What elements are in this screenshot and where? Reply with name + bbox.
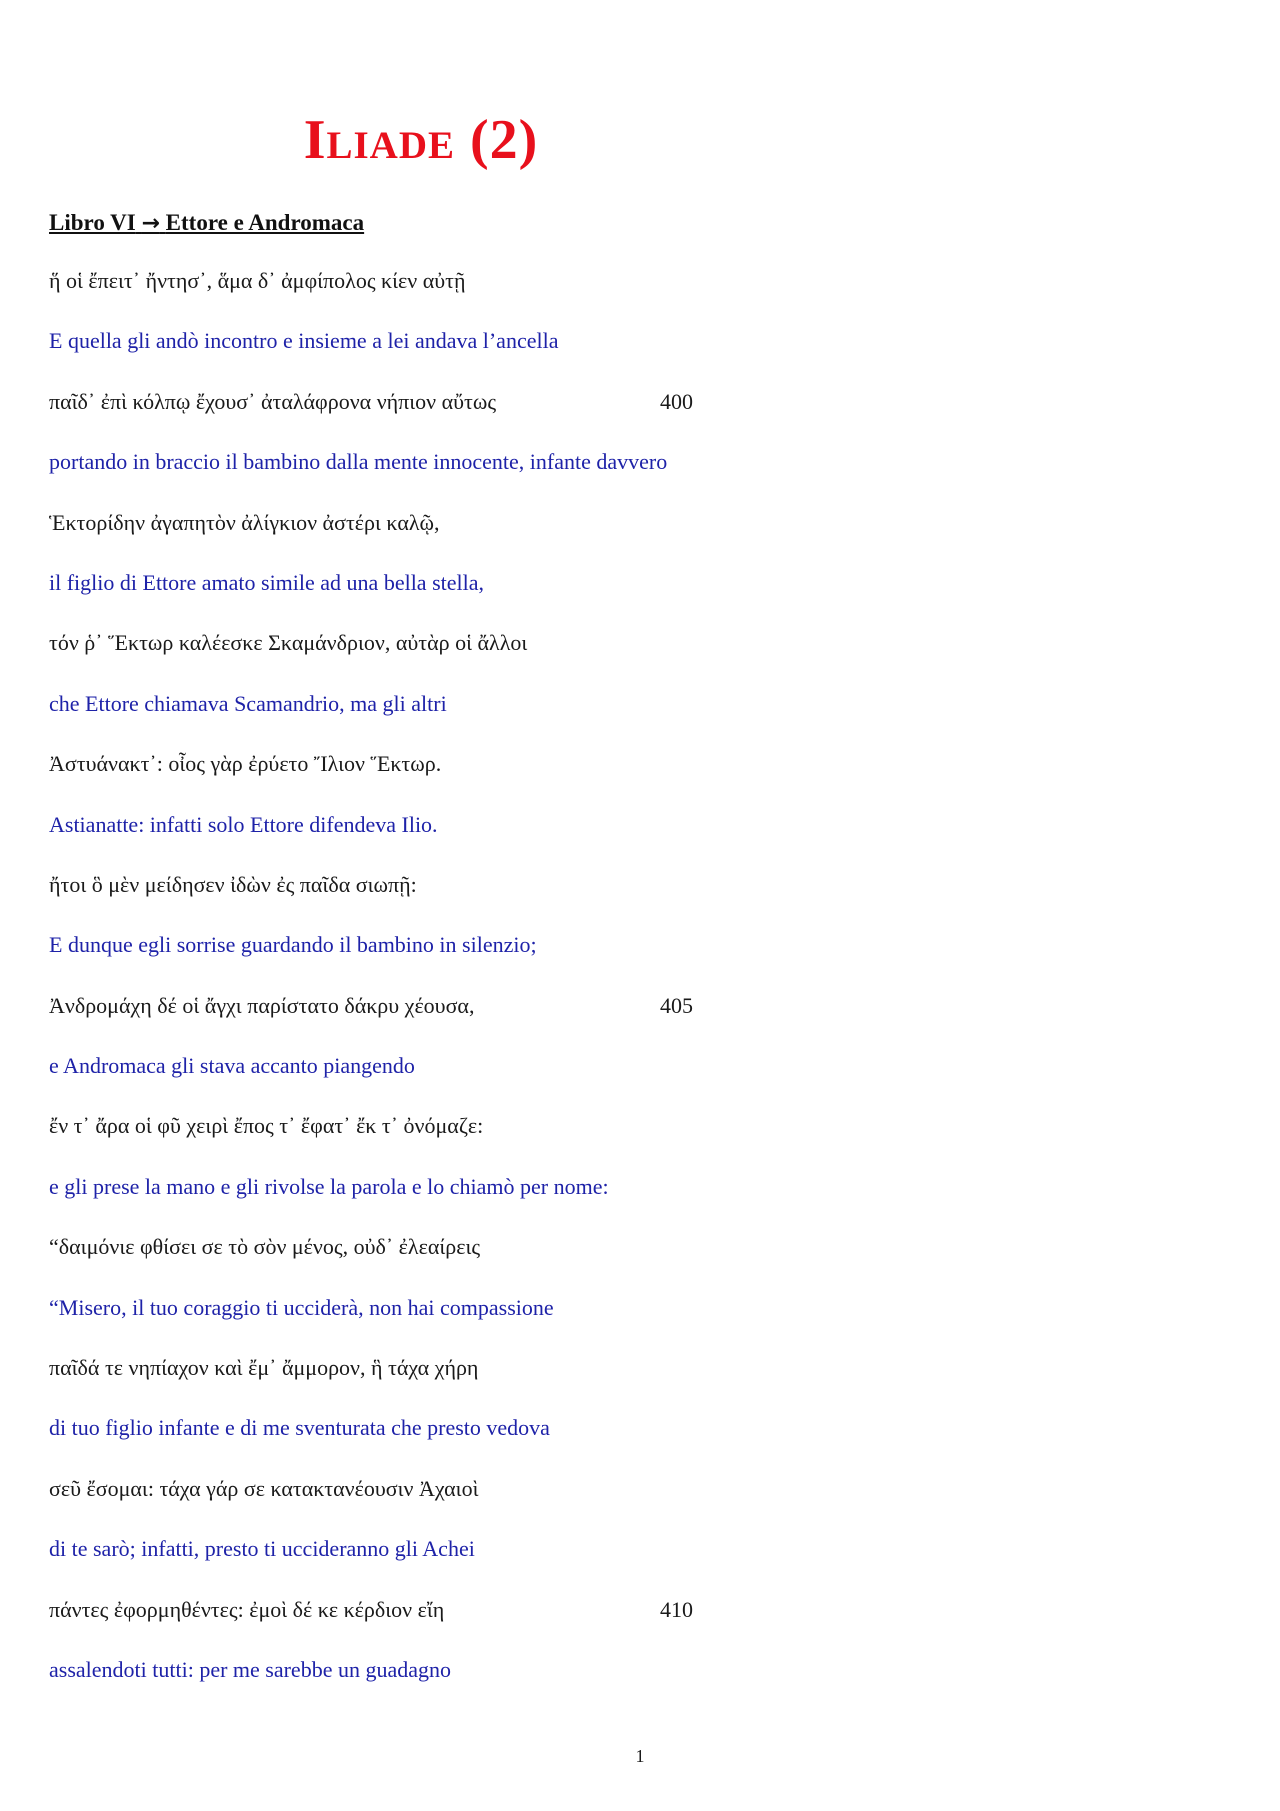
verse-text: παῖδ᾽ ἐπὶ κόλπῳ ἔχουσ᾽ ἀταλάφρονα νήπιον αὔτως — [49, 388, 497, 414]
verse-text: e Andromaca gli stava accanto piangendo — [49, 1053, 415, 1079]
greek-verse-line — [49, 749, 1229, 809]
greek-verse-line — [49, 991, 1229, 1051]
greek-verse-line — [49, 387, 1229, 447]
verse-text: portando in braccio il bambino dalla mente innocente, infante davvero — [49, 449, 668, 475]
italian-translation-line — [49, 1051, 1229, 1111]
greek-verse-line — [49, 1111, 1229, 1171]
page-title: Iliade (2) — [303, 109, 539, 171]
verse-text: ἥ οἱ ἔπειτ᾽ ἤντησ᾽, ἅμα δ᾽ ἀμφίπολος κίεν αὐτῇ — [49, 268, 466, 293]
greek-verse-line — [49, 508, 1229, 568]
verse-text: E dunque egli sorrise guardando il bambino in silenzio; — [49, 932, 537, 958]
line-number: 400 — [660, 388, 693, 414]
verse-text: “Misero, il tuo coraggio ti ucciderà, non hai compassione — [49, 1294, 554, 1320]
book-label: Libro VI — [49, 210, 136, 235]
greek-verse-line — [49, 1353, 1229, 1413]
verse-text: Astianatte: infatti solo Ettore difendeva Ilio. — [49, 811, 438, 837]
verse-text: e gli prese la mano e gli rivolse la parola e lo chiamò per nome: — [49, 1173, 609, 1199]
greek-verse-line — [49, 628, 1229, 688]
italian-translation-line — [49, 810, 1229, 870]
verse-text: παῖδά τε νηπίαχον καὶ ἔμ᾽ ἄμμορον, ἣ τάχα χήρη — [49, 1355, 479, 1381]
greek-verse-line — [49, 1474, 1229, 1534]
verse-text: Ἀνδρομάχη δέ οἱ ἄγχι παρίστατο δάκρυ χέουσα, — [49, 992, 475, 1018]
greek-verse-line — [49, 266, 1229, 326]
italian-translation-line — [49, 1655, 1229, 1715]
verse-text: il figlio di Ettore amato simile ad una bella stella, — [49, 569, 484, 595]
section-heading — [49, 209, 364, 238]
verse-text: “δαιμόνιε φθίσει σε τὸ σὸν μένος, οὐδ᾽ ἐλεαίρεις — [49, 1234, 481, 1260]
italian-translation-line — [49, 568, 1229, 628]
verse-text: di tuo figlio infante e di me sventurata che presto vedova — [49, 1415, 550, 1441]
verse-text: Ἑκτορίδην ἀγαπητὸν ἀλίγκιον ἀστέρι καλῷ, — [49, 509, 440, 535]
verse-text: ἔν τ᾽ ἄρα οἱ φῦ χειρὶ ἔπος τ᾽ ἔφατ᾽ ἔκ τ᾽ ὀνόμαζε: — [49, 1113, 484, 1139]
verse-text: di te sarò; infatti, presto ti uccideranno gli Achei — [49, 1536, 475, 1562]
greek-verse-line — [49, 870, 1229, 930]
verse-text: che Ettore chiamava Scamandrio, ma gli altri — [49, 690, 447, 716]
arrow-right-icon: → — [141, 211, 160, 236]
greek-verse-line — [49, 1595, 1229, 1655]
greek-verse-line — [49, 1232, 1229, 1292]
italian-translation-line — [49, 1172, 1229, 1232]
verse-text: E quella gli andò incontro e insieme a lei andava l’ancella — [49, 328, 559, 354]
verse-list — [49, 266, 1229, 1715]
italian-translation-line — [49, 930, 1229, 990]
italian-translation-line — [49, 689, 1229, 749]
verse-text: σεῦ ἔσομαι: τάχα γάρ σε κατακτανέουσιν Ἀχαιοὶ — [49, 1475, 479, 1501]
verse-text: Ἀστυάνακτ᾽: οἶος γὰρ ἐρύετο Ἴλιον Ἕκτωρ. — [49, 751, 442, 777]
verse-text: ἤτοι ὃ μὲν μείδησεν ἰδὼν ἐς παῖδα σιωπῇ: — [49, 871, 417, 897]
verse-text: πάντες ἐφορμηθέντες: ἐμοὶ δέ κε κέρδιον εἴη — [49, 1596, 445, 1622]
verse-text: τόν ῥ᾽ Ἕκτωρ καλέεσκε Σκαμάνδριον, αὐτὰρ οἱ ἄλλοι — [49, 630, 528, 656]
section-subject: Ettore e Andromaca — [165, 210, 365, 235]
italian-translation-line — [49, 1413, 1229, 1473]
italian-translation-line — [49, 326, 1229, 386]
italian-translation-line — [49, 1534, 1229, 1594]
line-number: 410 — [660, 1596, 693, 1622]
verse-text: assalendoti tutti: per me sarebbe un guadagno — [49, 1656, 451, 1682]
italian-translation-line — [49, 1293, 1229, 1353]
line-number: 405 — [660, 992, 693, 1018]
italian-translation-line — [49, 447, 1229, 507]
page-number: 1 — [635, 1746, 645, 1766]
